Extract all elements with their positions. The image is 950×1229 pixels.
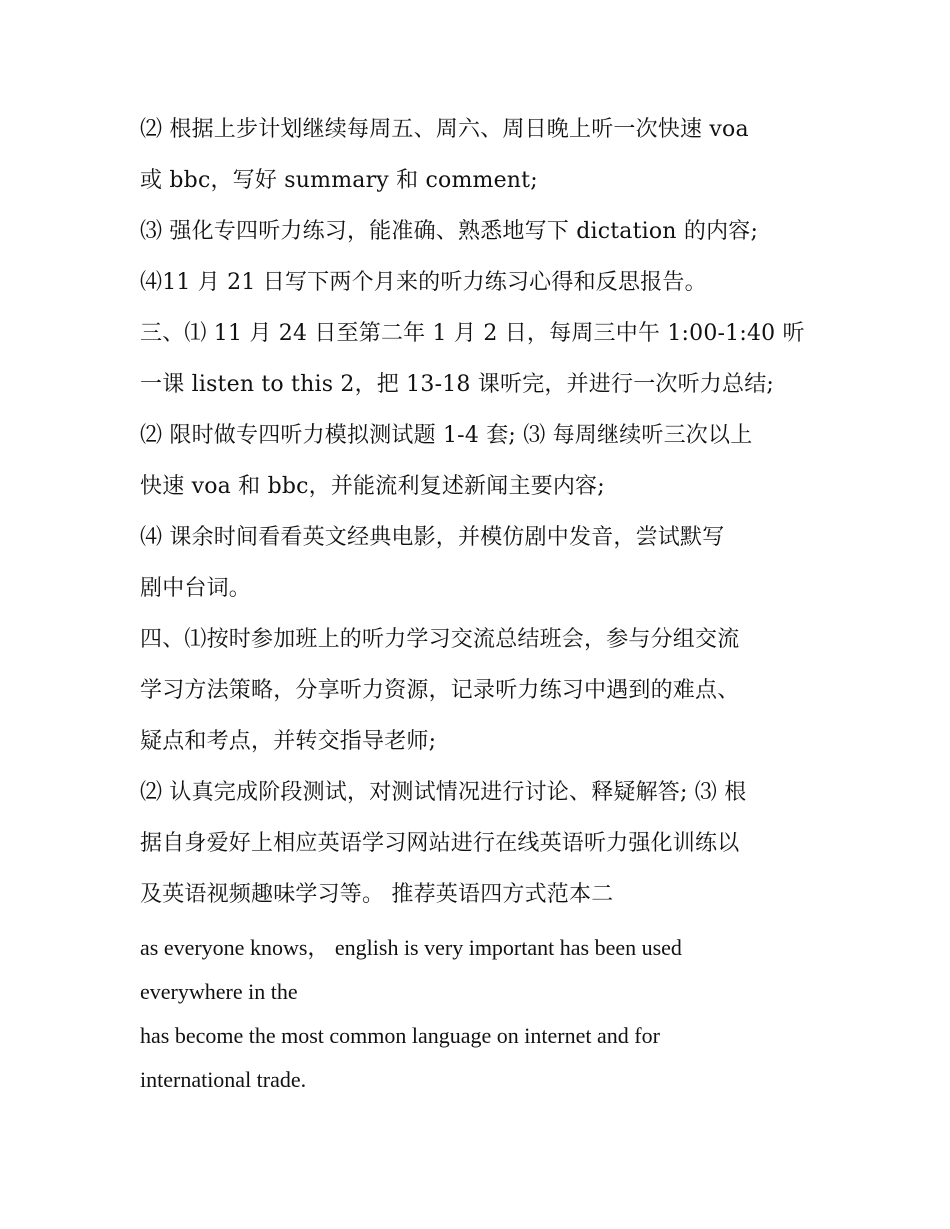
text-line: 一课 listen to this 2，把 13-18 课听完，并进行一次听力总结; <box>140 372 775 397</box>
text-line: 据自身爱好上相应英语学习网站进行在线英语听力强化训练以 <box>140 831 740 856</box>
text-line: 疑点和考点，并转交指导老师; <box>140 729 437 754</box>
text-line: ⑶ 强化专四听力练习，能准确、熟悉地写下 dictation 的内容; <box>140 219 759 244</box>
text-line: 四、⑴按时参加班上的听力学习交流总结班会，参与分组交流 <box>140 627 740 652</box>
text-line: international trade. <box>140 1067 307 1092</box>
document-body <box>140 104 815 1102</box>
text-line: 或 bbc，写好 summary 和 comment; <box>140 168 538 193</box>
text-line: everywhere in the <box>140 979 298 1004</box>
text-line: ⑵ 限时做专四听力模拟测试题 1-4 套; ⑶ 每周继续听三次以上 <box>140 423 753 448</box>
text-line: ⑷11 月 21 日写下两个月来的听力练习心得和反思报告。 <box>140 270 707 295</box>
text-line: ⑵ 认真完成阶段测试，对测试情况进行讨论、释疑解答; ⑶ 根 <box>140 780 747 805</box>
text-line: 学习方法策略，分享听力资源，记录听力练习中遇到的难点、 <box>140 678 740 703</box>
text-line: as everyone knows， english is very important has been used <box>140 935 682 960</box>
text-line: 快速 voa 和 bbc，并能流利复述新闻主要内容; <box>140 474 605 499</box>
english-paragraph <box>140 926 815 1102</box>
text-line: ⑵ 根据上步计划继续每周五、周六、周日晚上听一次快速 voa <box>140 117 749 142</box>
text-line: ⑷ 课余时间看看英文经典电影，并模仿剧中发音，尝试默写 <box>140 525 725 550</box>
text-line: has become the most common language on internet and for <box>140 1023 660 1048</box>
text-line: 及英语视频趣味学习等。 推荐英语四方式范本二 <box>140 882 614 907</box>
text-line: 三、⑴ 11 月 24 日至第二年 1 月 2 日，每周三中午 1:00-1:40 听 <box>140 321 805 346</box>
text-line: 剧中台词。 <box>140 576 252 601</box>
